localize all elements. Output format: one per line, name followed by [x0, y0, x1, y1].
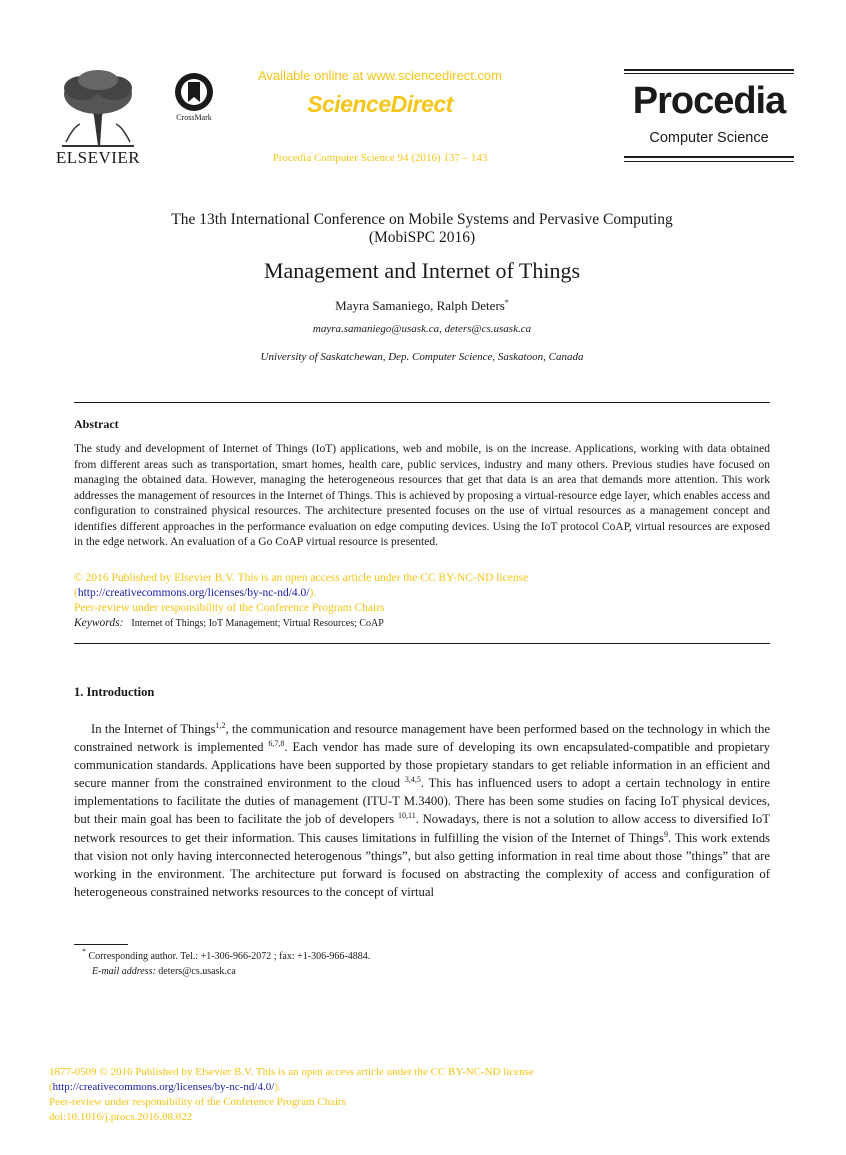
bottom-peer-review-line: Peer-review under responsibility of the Conference Program Chairs	[49, 1096, 346, 1108]
keywords-line	[74, 617, 384, 629]
paper-title: Management and Internet of Things	[263, 258, 581, 283]
text-run: . Each vendor has made sure of developing its own encapsulated-compatible and propietary communication standards. Applications have been supported by those propietary standars to get reliable information in an efficient and secure manner from the constrained environment to the cloud	[74, 740, 770, 791]
bottom-license-url-line	[49, 1081, 281, 1093]
paren-close: ).	[274, 1081, 281, 1093]
conference-name: The 13th International Conference on Mobile Systems and Pervasive Computing	[171, 211, 673, 228]
footnote-divider	[74, 944, 128, 945]
keywords-label: Keywords:	[74, 617, 124, 629]
procedia-wordmark: Procedia	[632, 80, 786, 122]
text-run: In the Internet of Things	[91, 722, 216, 736]
text-run: , the communication and resource management have been performed based on the technology in which the constrained network is implemented	[74, 722, 770, 755]
doi-line[interactable]: doi:10.1016/j.procs.2016.08.022	[49, 1111, 193, 1123]
available-online-link[interactable]: Available online at www.sciencedirect.com	[258, 68, 502, 83]
footnote-text: Corresponding author. Tel.: +1-306-966-2072 ; fax: +1-306-966-4884.	[86, 951, 371, 962]
introduction-body	[74, 720, 770, 901]
citation[interactable]: 3,4,5	[404, 775, 421, 785]
license-paren-close: ).	[309, 587, 317, 599]
text-run: . Nowadays, there is not a solution to allow access to diversified IoT network resources to get their information. This causes limitations in fulfilling the vision of the Internet of Things	[74, 812, 770, 845]
citation[interactable]: 10,11	[397, 811, 416, 821]
authors	[74, 298, 770, 314]
corresponding-author-mark: *	[504, 298, 509, 307]
citation[interactable]: 9	[663, 829, 668, 839]
sciencedirect-logo: ScienceDirect	[307, 91, 453, 117]
text-run: . This work extends that vision not only having interconnected heterogenous ”things”, but also getting information in real time about those ”things” that are working in the environment. The architecture put forward is focused on abstracting the complexity of access and configuration of heterogeneous constrained networks resources to the concept of virtual	[74, 830, 770, 899]
citation[interactable]: 6,7,8	[268, 739, 285, 749]
elsevier-tree-logo	[52, 68, 144, 148]
conference-acronym: (MobiSPC 2016)	[368, 229, 476, 246]
email-footnote	[92, 966, 236, 977]
citation[interactable]: 1,2	[215, 721, 226, 730]
section-heading-introduction: 1. Introduction	[74, 685, 155, 699]
keywords-values: Internet of Things; IoT Management; Virtual Resources; CoAP	[131, 618, 384, 629]
email-address[interactable]: deters@cs.usask.ca	[155, 966, 236, 977]
paren-open: (	[49, 1081, 53, 1093]
corresponding-author-footnote	[82, 947, 371, 962]
email-label: E-mail address:	[92, 966, 156, 977]
introduction-paragraph	[74, 720, 770, 901]
peer-review-statement: Peer-review under responsibility of the Conference Program Chairs	[74, 602, 385, 614]
issn-license-line: 1877-0509 © 2016 Published by Elsevier B.V. This is an open access article under the CC BY-NC-ND license	[49, 1066, 534, 1078]
text-run: . This has influenced users to adopt a certain technology in entire implementations to facilitate the duties of management (ITU-T M.3400). There has been some studies on facing IoT physical devices, but their main goal has been to facilitate the job of developers	[74, 776, 770, 827]
license-url-line	[74, 587, 316, 599]
crossmark-icon[interactable]	[174, 72, 214, 112]
author-emails[interactable]: mayra.samaniego@usask.ca, deters@cs.usask.ca	[312, 323, 532, 335]
elsevier-wordmark: ELSEVIER	[55, 148, 141, 167]
abstract-body: The study and development of Internet of Things (IoT) applications, web and mobile, is on the increase. Applications, working with data obtained from different areas such as transportation, smart homes, health care, public services, industry and many others. Previous studies have focused on managing the obtained data. However, managing the heterogeneous resources that get that data is an area that demands more attention. This work addresses the management of resources in the Internet of Things. This is achieved by proposing a virtual-resource edge layer, which enables access and configuration to constrained physical resources. The architecture presented focuses on the use of virtual resources as a management concept and identifies different approaches in the performance evaluation on edge computing devices. Using the IoT protocol CoAP, virtual resources are exposed in the edge network. An evaluation of a Go CoAP virtual resource is presented.	[74, 443, 770, 548]
journal-reference: Procedia Computer Science 94 (2016) 137 – 143	[272, 152, 488, 164]
bottom-license-link[interactable]: http://creativecommons.org/licenses/by-nc-nd/4.0/	[52, 1081, 275, 1093]
procedia-subtitle: Computer Science	[649, 130, 769, 146]
license-statement: © 2016 Published by Elsevier B.V. This is an open access article under the CC BY-NC-ND license	[74, 572, 529, 584]
license-paren-open: (	[74, 587, 78, 599]
crossmark-label: CrossMark	[176, 113, 212, 122]
abstract-heading: Abstract	[74, 417, 119, 431]
footnote-mark: *	[82, 947, 86, 956]
divider	[74, 643, 770, 644]
author-names: Mayra Samaniego, Ralph Deters	[335, 298, 505, 313]
affiliation: University of Saskatchewan, Dep. Computer Science, Saskatoon, Canada	[260, 351, 584, 363]
license-link[interactable]: http://creativecommons.org/licenses/by-nc-nd/4.0/	[77, 587, 310, 599]
divider	[74, 402, 770, 403]
